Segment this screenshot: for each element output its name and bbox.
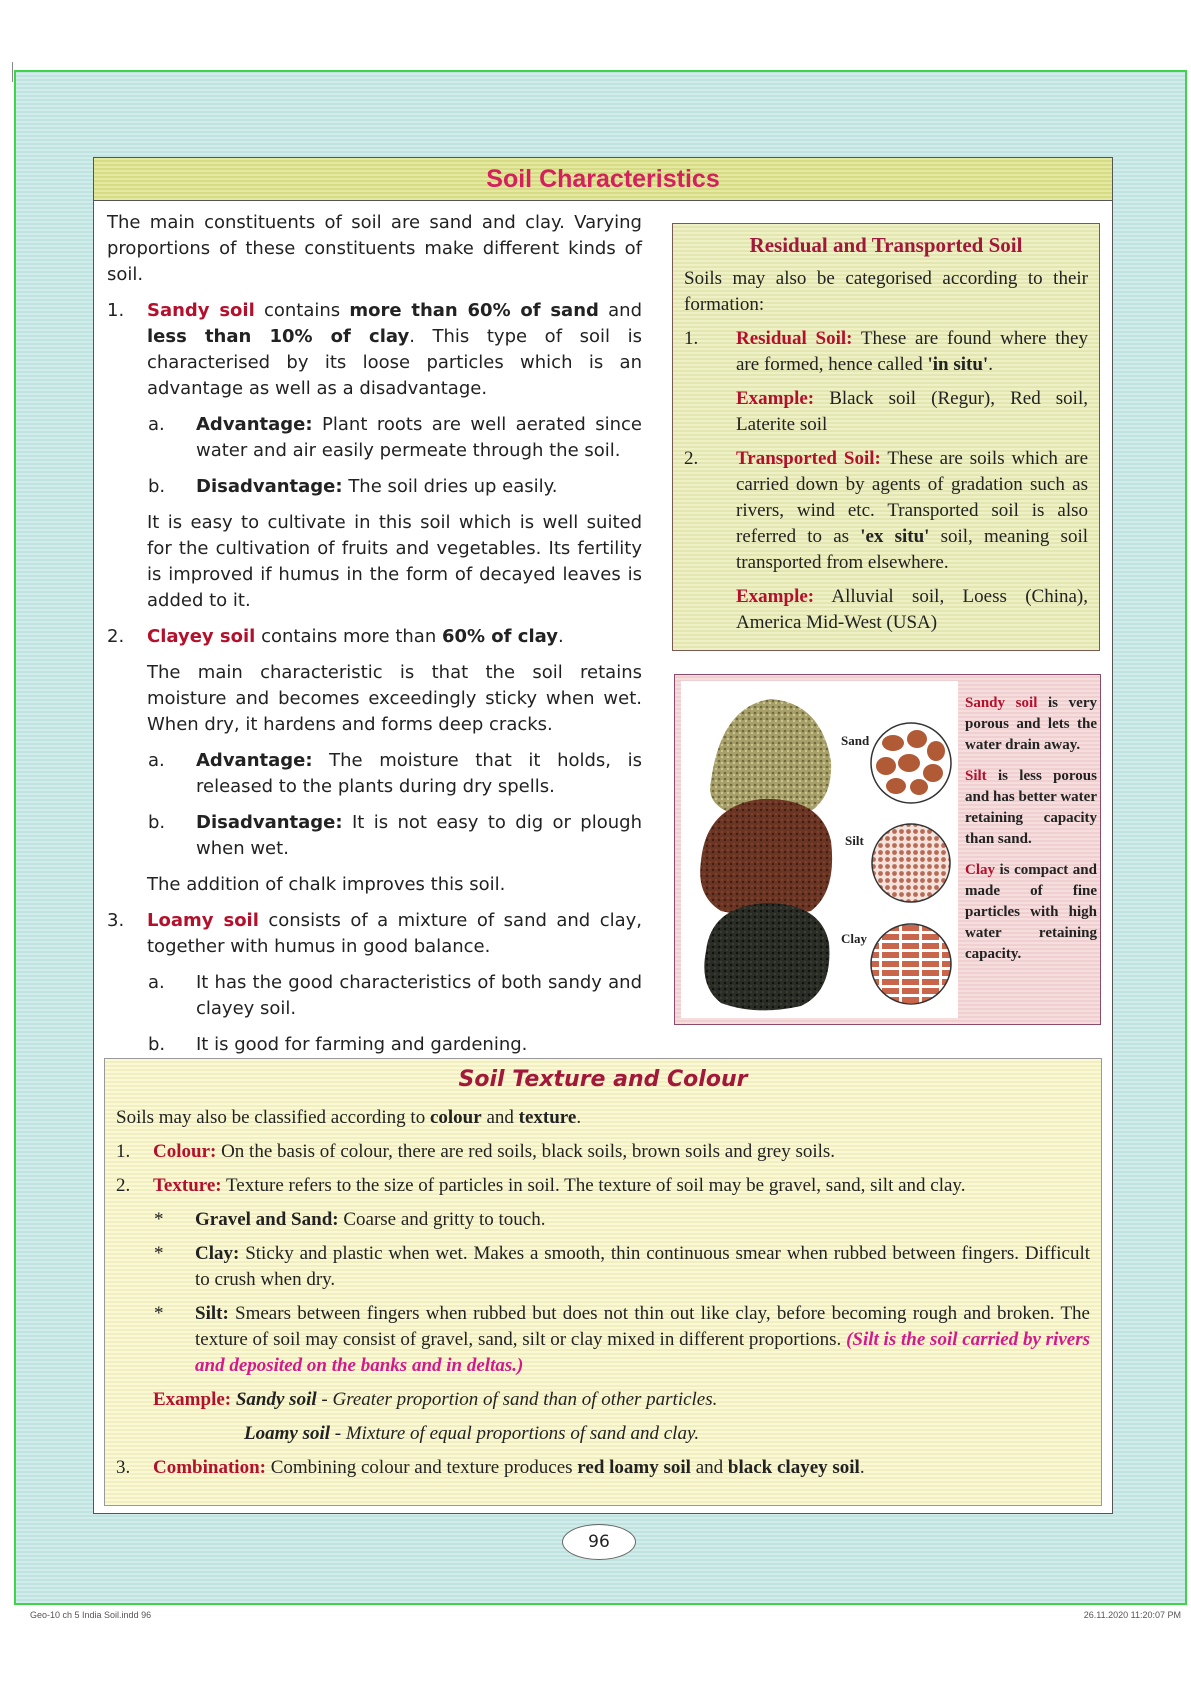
text: Smears between fingers when rubbed but does not thin out like clay, before becoming rough and broken. The texture of soil may consist of gravel, sand, silt or clay mixed in different proportions.	[195, 1303, 1090, 1350]
crop-mark	[12, 62, 13, 82]
example-label: Example:	[153, 1389, 232, 1410]
item-letter: b.	[148, 476, 166, 497]
item-letter: a.	[148, 750, 165, 771]
intro-paragraph: The main constituents of soil are sand and clay. Varying proportions of these constituents make different kinds of soil.	[107, 212, 642, 285]
text: contains	[254, 300, 350, 321]
bold-text: Clay:	[195, 1243, 240, 1264]
text: consists of a mixture of sand and clay, together with humus in good balance.	[147, 910, 642, 957]
combination-item	[116, 1455, 1090, 1481]
example-label: Example:	[736, 388, 815, 409]
text: Texture refers to the size of particles in soil. The texture of soil may be gravel, sand, silt and clay.	[221, 1175, 966, 1196]
disadvantage-label: Disadvantage:	[196, 812, 343, 833]
transported-soil-item	[684, 446, 1088, 576]
bold-text: more than 60% of sand	[349, 300, 599, 321]
bold-text: 60% of clay	[441, 626, 558, 647]
clay-sample	[704, 903, 829, 1010]
term-sandy-soil: Sandy soil	[147, 300, 255, 321]
bold-text: Sandy soil	[235, 1389, 317, 1410]
item-number: 2.	[684, 448, 699, 469]
gravel-sand-item	[116, 1207, 1090, 1233]
bold-text: Gravel and Sand:	[195, 1209, 339, 1230]
item-letter: b.	[148, 1034, 166, 1055]
list-item-sandy-soil	[107, 298, 642, 402]
item-letter: a.	[148, 972, 165, 993]
item-number: 1.	[684, 328, 699, 349]
soil-texture-box	[104, 1058, 1102, 1506]
clay-item	[116, 1241, 1090, 1293]
text: Soils may also be classified according to	[116, 1107, 430, 1128]
sandy-note: It is easy to cultivate in this soil which is well suited for the cultivation of fruits and vegetables. Its fertility is improved if humus in the form of decayed leaves is added to it.	[147, 512, 642, 611]
text: .	[988, 354, 993, 375]
text: It is good for farming and gardening.	[196, 1034, 528, 1055]
bold-text: less than 10% of clay	[147, 326, 410, 347]
transported-example	[684, 584, 1088, 636]
highlight-text: (Silt is the soil carried by rivers and deposited on the banks and in deltas.)	[195, 1329, 1090, 1376]
text: is less porous and has better water retaining capacity than sand.	[965, 768, 1097, 847]
combination-label: Combination:	[153, 1457, 266, 1478]
soil-figure-box	[674, 674, 1101, 1025]
text: and	[481, 1107, 519, 1128]
silt-particles-diagram	[872, 824, 950, 902]
text: Black soil (Regur), Red soil, Laterite soil	[736, 388, 1088, 435]
residual-soil-item	[684, 326, 1088, 378]
term: Silt	[965, 768, 987, 784]
main-text-column	[107, 210, 642, 1068]
residual-box-title: Residual and Transported Soil	[749, 233, 1023, 257]
advantage-label: Advantage:	[196, 414, 313, 435]
label-clay: Clay	[841, 931, 867, 946]
text: is very porous and lets the water drain away.	[965, 695, 1097, 753]
texture-box-title: Soil Texture and Colour	[458, 1067, 748, 1092]
text: - Greater proportion of sand than of other particles.	[316, 1389, 718, 1410]
text: Combining colour and texture produces	[265, 1457, 578, 1478]
item-letter: b.	[148, 812, 166, 833]
list-item-clayey-soil	[107, 624, 642, 650]
note-sandy	[965, 693, 1097, 756]
clay-particles-diagram	[871, 924, 951, 1004]
item-number: 1.	[107, 300, 125, 321]
label-silt: Silt	[845, 833, 864, 848]
text: These are found where they are formed, hence called	[736, 328, 1088, 375]
text: On the basis of colour, there are red soils, black soils, brown soils and grey soils.	[216, 1141, 836, 1162]
advantage-label: Advantage:	[196, 750, 313, 771]
term-loamy-soil: Loamy soil	[147, 910, 259, 931]
text: The soil dries up easily.	[342, 476, 558, 497]
sub-item-a	[107, 970, 642, 1022]
bold-text: colour	[429, 1107, 482, 1128]
label-sand: Sand	[841, 733, 870, 748]
bold-text: 'in situ'	[927, 354, 989, 375]
residual-example	[684, 386, 1088, 438]
texture-label: Texture:	[153, 1175, 222, 1196]
clayey-note: The addition of chalk improves this soil.	[147, 874, 506, 895]
colour-label: Colour:	[153, 1141, 217, 1162]
bold-text: Silt:	[195, 1303, 229, 1324]
text: .	[859, 1457, 865, 1478]
text: and	[598, 300, 642, 321]
soil-figure-image	[681, 681, 958, 1018]
term: Clay	[965, 862, 995, 878]
text: .	[557, 626, 564, 647]
sand-sample	[710, 699, 831, 816]
item-number: 2.	[116, 1175, 131, 1196]
text: . This type of soil is characterised by its loose particles which is an advantage as well as a disadvantage.	[147, 326, 642, 399]
text: Coarse and gritty to touch.	[338, 1209, 546, 1230]
item-number: 3.	[116, 1457, 131, 1478]
term: Sandy soil	[965, 695, 1038, 711]
sub-item-b	[107, 1032, 642, 1058]
footer-timestamp: 26.11.2020 11:20:07 PM	[1083, 1610, 1181, 1620]
residual-transported-box	[672, 223, 1100, 651]
silt-sample	[700, 799, 832, 916]
texture-example-2	[116, 1421, 1090, 1447]
item-letter: a.	[148, 414, 165, 435]
bold-text: 'ex situ'	[860, 526, 930, 547]
sub-item-disadvantage	[107, 474, 642, 500]
text: is compact and made of fine particles with high water retaining capacity.	[965, 862, 1097, 962]
transported-soil-label: Transported Soil:	[736, 448, 881, 469]
bold-text: black clayey soil	[727, 1457, 860, 1478]
silt-item	[116, 1301, 1090, 1379]
item-number: 2.	[107, 626, 125, 647]
sub-item-disadvantage	[107, 810, 642, 862]
clayey-description: The main characteristic is that the soil retains moisture and becomes exceedingly sticky when wet. When dry, it hardens and forms deep cracks.	[147, 662, 642, 735]
bullet: *	[154, 1209, 164, 1230]
disadvantage-label: Disadvantage:	[196, 476, 343, 497]
soil-characteristics-box	[93, 157, 1113, 1514]
text: soil, meaning soil transported from elsewhere.	[736, 526, 1089, 573]
bullet: *	[154, 1243, 164, 1264]
note-clay	[965, 860, 1097, 965]
list-item-loamy-soil	[107, 908, 642, 960]
text: and	[690, 1457, 728, 1478]
text: The moisture that it holds, is released to the plants during dry spells.	[196, 750, 642, 797]
text: Plant roots are well aerated since water and air easily permeate through the soil.	[196, 414, 642, 461]
item-number: 1.	[116, 1141, 131, 1162]
residual-intro: Soils may also be categorised according to their formation:	[684, 268, 1088, 315]
bold-text: red loamy soil	[577, 1457, 691, 1478]
text: Sticky and plastic when wet. Makes a smooth, thin continuous smear when rubbed between fingers. Difficult to crush when dry.	[195, 1243, 1090, 1290]
figure-notes	[965, 693, 1097, 975]
text: - Mixture of equal proportions of sand and clay.	[330, 1423, 700, 1444]
texture-item	[116, 1173, 1090, 1199]
text: contains more than	[255, 626, 442, 647]
soil-samples-illustration	[681, 681, 958, 1018]
note-silt	[965, 766, 1097, 850]
residual-soil-label: Residual Soil:	[736, 328, 853, 349]
text: It is not easy to dig or plough when wet.	[196, 812, 642, 859]
text: It has the good characteristics of both sandy and clayey soil.	[196, 972, 642, 1019]
colour-item	[116, 1139, 1090, 1165]
text: Alluvial soil, Loess (China), America Mid-West (USA)	[736, 586, 1088, 633]
item-number: 3.	[107, 910, 125, 931]
section-title: Soil Characteristics	[94, 158, 1112, 201]
text: .	[576, 1107, 582, 1128]
footer-file-name: Geo-10 ch 5 India Soil.indd 96	[30, 1610, 152, 1620]
text: These are soils which are carried down by agents of gradation such as rivers, wind etc. Transported soil is also referred to as	[736, 448, 1088, 547]
sub-item-advantage	[107, 748, 642, 800]
example-label: Example:	[736, 586, 815, 607]
bold-text: Loamy soil	[244, 1423, 331, 1444]
texture-example-1	[116, 1387, 1090, 1413]
page-number: 96	[562, 1524, 636, 1560]
bullet: *	[154, 1303, 164, 1324]
bold-text: texture	[518, 1107, 577, 1128]
texture-intro	[116, 1105, 1090, 1131]
sub-item-advantage	[107, 412, 642, 464]
term-clayey-soil: Clayey soil	[147, 626, 256, 647]
